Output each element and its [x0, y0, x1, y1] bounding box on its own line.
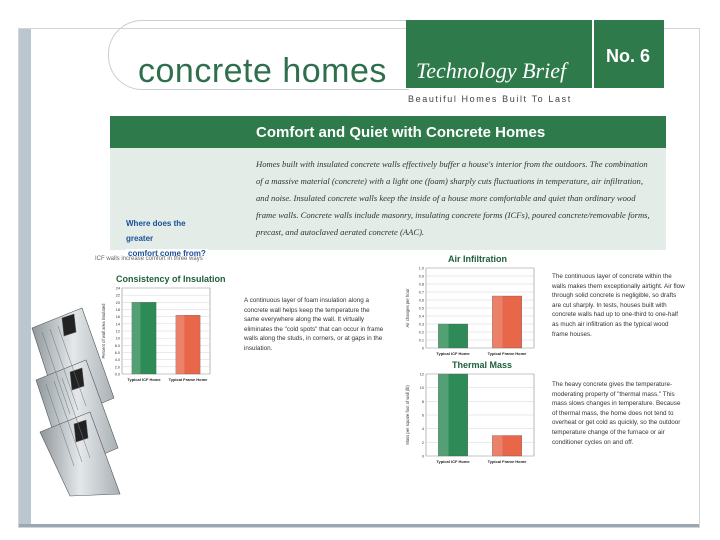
sidebar-question: [126, 216, 208, 261]
chart-title: Thermal Mass: [452, 360, 513, 370]
intro-paragraph: Homes built with insulated concrete walls effectively buffer a house's interior from the outdoors. The combination of a massive material (concrete) with a light one (foam) sharply cuts fluctuations in temperature, air infiltration, and noise. Insulated concrete walls keep the inside of a house more comfortable and quiet than ordinary wood frame walls. Concrete walls include masonry, insulating concrete forms (ICFs), poured concrete/removable forms, precast, and autoclaved aerated concrete (AAC).: [256, 159, 650, 237]
slide-bottom-line: [19, 524, 699, 527]
y-tick-label: 1.0: [418, 266, 424, 271]
bar-highlight: [492, 296, 502, 348]
icf-blocks-illustration: [22, 288, 122, 498]
y-tick-label: 6: [421, 413, 424, 418]
thermal-mass-chart-svg: [396, 368, 542, 472]
y-tick-label: 6.0: [114, 351, 120, 355]
y-tick-label: 0.0: [114, 372, 120, 377]
bar-highlight: [492, 436, 502, 457]
x-category-label: Typical ICF Home: [436, 459, 470, 464]
x-category-label: Typical Frame Home: [487, 351, 527, 356]
y-tick-label: 16: [115, 315, 120, 320]
question-line-2: comfort come from?: [128, 249, 206, 258]
y-tick-label: 0: [421, 346, 424, 351]
y-tick-label: 10: [419, 386, 424, 391]
air-infiltration-text: The continuous layer of concrete within the walls makes them exceptionally airtight. Air flow through solid concrete is negligible, so drafts are cut sharply. In tests, houses built with concrete walls had up to one-third to one-half as much air infiltration as the typical wood frame houses.: [552, 273, 685, 338]
chart-title: Consistency of Insulation: [116, 274, 226, 284]
section-title-band: [110, 116, 666, 148]
y-tick-label: 0.3: [418, 322, 424, 327]
bar-highlight: [176, 315, 184, 374]
y-tick-label: 0.7: [418, 290, 424, 295]
intro-band: [110, 148, 666, 258]
y-tick-label: 12: [419, 372, 424, 377]
brand-title: concrete homes: [138, 52, 387, 90]
bar-highlight: [132, 302, 140, 374]
y-tick-label: 18: [115, 308, 120, 312]
y-axis-label: Percent of wall area insulated: [101, 303, 106, 359]
y-tick-label: 4: [421, 427, 424, 432]
brochure-header: [108, 20, 666, 110]
bar-highlight: [438, 374, 448, 456]
y-tick-label: 12: [115, 329, 120, 334]
y-tick-label: 22: [115, 293, 120, 298]
chart-title: Air Infiltration: [448, 254, 507, 264]
air-infiltration-chart: [396, 252, 542, 364]
thermal-mass-chart: [396, 360, 542, 470]
section-title: Comfort and Quiet with Concrete Homes: [256, 124, 546, 141]
y-tick-label: 0.6: [418, 298, 424, 303]
y-tick-label: 8: [421, 399, 424, 404]
y-tick-label: 0.1: [418, 338, 424, 343]
y-axis-label: Mass per square foot of wall (lb): [405, 385, 410, 445]
title-box: [406, 20, 664, 88]
y-tick-label: 8.0: [114, 343, 120, 348]
y-tick-label: 0.4: [418, 314, 424, 319]
question-line-1: Where does the greater: [126, 219, 186, 243]
y-tick-label: 2: [421, 440, 424, 445]
y-tick-label: 2.0: [114, 365, 120, 370]
tagline: Beautiful Homes Built To Last: [408, 94, 572, 104]
x-category-label: Typical ICF Home: [127, 377, 161, 382]
y-tick-label: 4.0: [114, 358, 120, 363]
title-divider: [592, 20, 594, 88]
y-axis-label: Air changes per hour: [405, 288, 410, 328]
x-category-label: Typical Frame Home: [487, 459, 527, 464]
y-tick-label: 0.5: [418, 306, 424, 311]
small-note: ICF walls increase comfort in three ways: [95, 256, 203, 262]
y-tick-label: 24: [115, 286, 120, 291]
y-tick-label: 0.2: [418, 330, 424, 335]
y-tick-label: 10: [115, 336, 120, 341]
brief-title: Technology Brief: [416, 58, 567, 83]
y-tick-label: 20: [115, 300, 120, 305]
y-tick-label: 0.9: [418, 274, 424, 279]
y-tick-label: 0: [421, 454, 424, 459]
y-tick-label: 14: [115, 322, 120, 327]
x-category-label: Typical Frame Home: [168, 377, 208, 382]
thermal-mass-text: The heavy concrete gives the temperature-moderating property of "thermal mass." This mass slows changes in temperature. Because of thermal mass, the home does not tend to overheat or get cold as quickly, so the outdoor temperature change of the furnace or air conditioner cycles on and off.: [552, 381, 681, 446]
y-tick-label: 0.8: [418, 282, 424, 287]
x-category-label: Typical ICF Home: [436, 351, 470, 356]
insulation-text: A continuous layer of foam insulation along a concrete wall helps keep the temperature the same everywhere along the wall. It virtually eliminates the "cold spots" that can occur in frame walls along the studs, in corners, or at gaps in the insulation.: [244, 297, 384, 352]
air-infiltration-chart-svg: [396, 262, 542, 364]
issue-number: No. 6: [606, 46, 651, 66]
bar-highlight: [438, 324, 448, 348]
